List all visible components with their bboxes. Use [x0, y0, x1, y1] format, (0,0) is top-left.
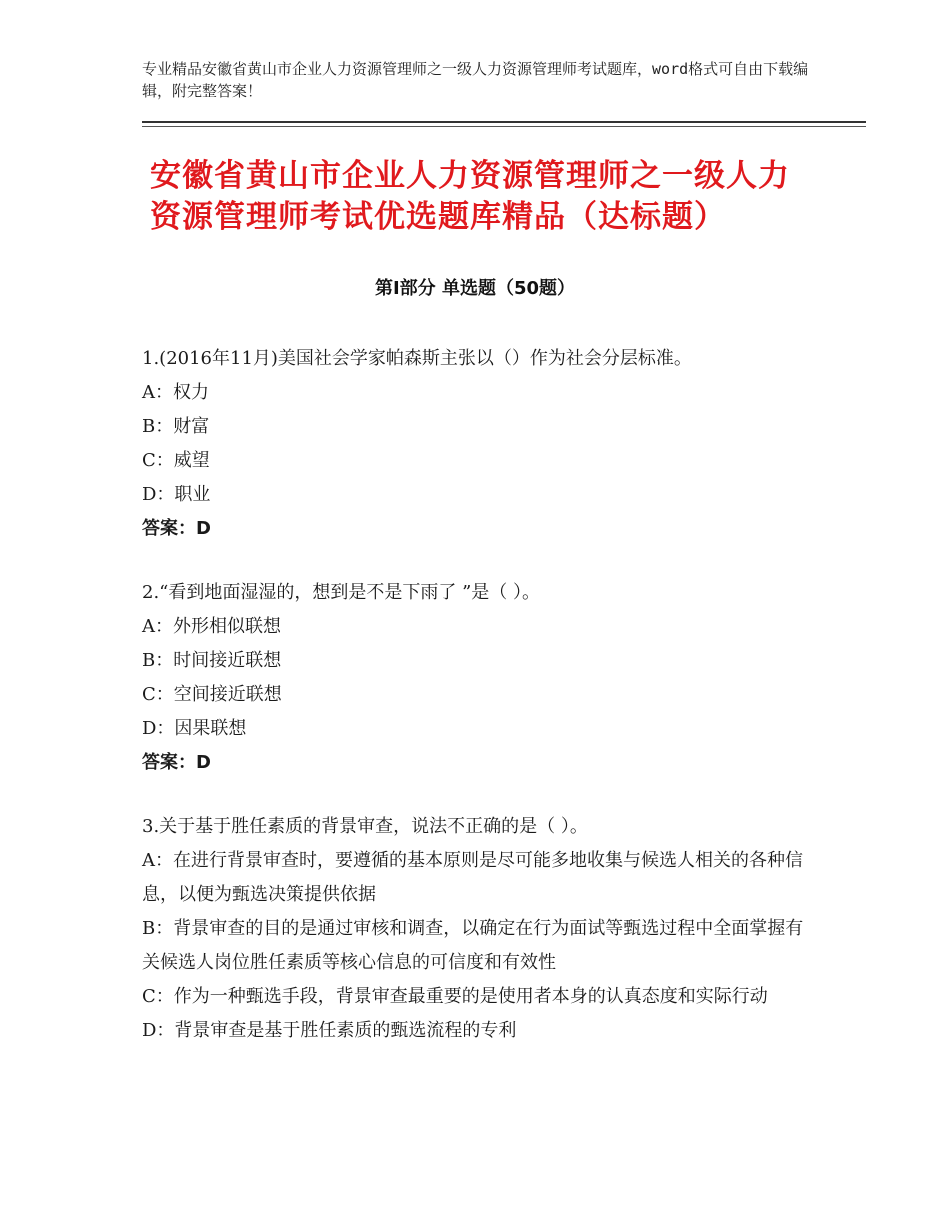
question-1 [142, 342, 812, 546]
question-2 [142, 576, 812, 780]
option-c: C：威望 [142, 450, 210, 471]
option-b: B：时间接近联想 [142, 650, 282, 671]
answer: 答案：D [142, 518, 211, 539]
question-stem: 1.(2016年11月)美国社会学家帕森斯主张以（）作为社会分层标准。 [142, 348, 692, 369]
option-c: C：空间接近联想 [142, 684, 282, 705]
header-rule-thick [142, 121, 866, 123]
header-rule-thin [142, 126, 866, 127]
question-stem: 3.关于基于胜任素质的背景审查，说法不正确的是（ ）。 [142, 816, 588, 837]
option-a: A：外形相似联想 [142, 616, 281, 637]
option-b: B：财富 [142, 416, 210, 437]
document-title: 安徽省黄山市企业人力资源管理师之一级人力资源管理师考试优选题库精品（达标题） [150, 158, 790, 235]
section-heading: 第Ⅰ部分 单选题（50题） [374, 278, 575, 299]
option-d: D：职业 [142, 484, 211, 505]
question-list [142, 342, 812, 1078]
option-c: C：作为一种甄选手段，背景审查最重要的是使用者本身的认真态度和实际行动 [142, 986, 768, 1007]
option-a: A：在进行背景审查时，要遵循的基本原则是尽可能多地收集与候选人相关的各种信息，以便为甄选决策提供依据 [142, 850, 803, 905]
question-stem: 2.“看到地面湿湿的，想到是不是下雨了 ”是（ ）。 [142, 582, 541, 603]
answer: 答案：D [142, 752, 211, 773]
option-a: A：权力 [142, 382, 209, 403]
question-3 [142, 810, 812, 1048]
header-note: 专业精品安徽省黄山市企业人力资源管理师之一级人力资源管理师考试题库，word格式可自由下载编辑，附完整答案！ [142, 60, 809, 100]
option-d: D：因果联想 [142, 718, 247, 739]
option-d: D：背景审查是基于胜任素质的甄选流程的专利 [142, 1020, 517, 1041]
option-b: B：背景审查的目的是通过审核和调查，以确定在行为面试等甄选过程中全面掌握有关候选人岗位胜任素质等核心信息的可信度和有效性 [142, 918, 804, 973]
